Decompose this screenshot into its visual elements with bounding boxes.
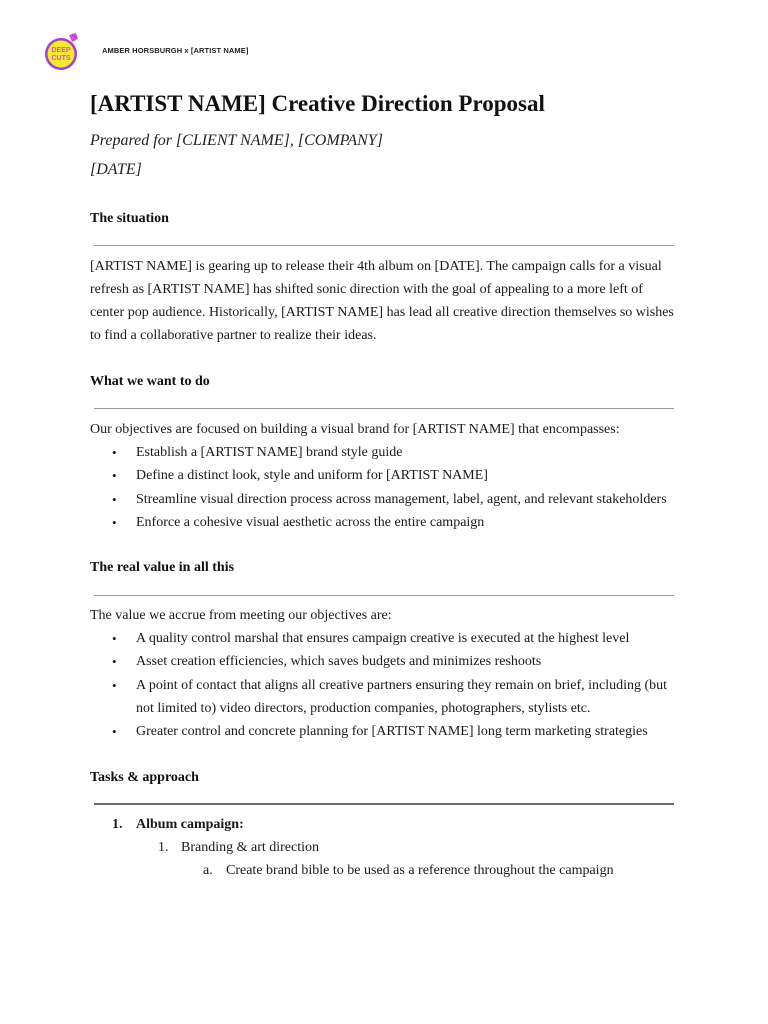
situation-heading: The situation	[90, 211, 169, 226]
list-item: • A point of contact that aligns all creative partners ensuring they remain on brief, including (but not limited to) video directors, production companies, photographers, stylists etc.	[90, 674, 680, 721]
value-heading: The real value in all this	[90, 560, 235, 575]
section-divider	[94, 245, 674, 246]
list-item: • A quality control marshal that ensures campaign creative is executed at the highest level	[90, 627, 680, 650]
tasks-heading: Tasks & approach	[90, 770, 199, 785]
header-byline: AMBER HORSBURGH x [ARTIST NAME]	[102, 46, 249, 55]
objectives-list	[90, 441, 680, 534]
task-level1-number: 1.	[112, 817, 123, 832]
list-item: • Establish a [ARTIST NAME] brand style guide	[90, 441, 680, 464]
list-item: • Streamline visual direction process across management, label, agent, and relevant stakeholders	[90, 488, 680, 511]
section-divider	[94, 408, 674, 409]
objectives-heading: What we want to do	[90, 374, 210, 389]
prepared-for: Prepared for [CLIENT NAME], [COMPANY]	[90, 132, 383, 149]
section-divider	[94, 595, 674, 596]
situation-body: [ARTIST NAME] is gearing up to release their 4th album on [DATE]. The campaign calls for a visual refresh as [ARTIST NAME] has shifted sonic direction with the goal of appealing to a more left of center pop audience. Historically, [ARTIST NAME] has lead all creative direction themselves so wishes to find a collaborative partner to realize their ideas.	[90, 259, 674, 343]
list-item: • Asset creation efficiencies, which saves budgets and minimizes reshoots	[90, 650, 680, 673]
logo-badge-icon	[45, 32, 81, 72]
objectives-intro: Our objectives are focused on building a visual brand for [ARTIST NAME] that encompasses:	[90, 422, 620, 437]
task-level1-item	[112, 815, 244, 835]
proposal-date: [DATE]	[90, 161, 142, 178]
value-list	[90, 627, 680, 743]
task-level2-item	[158, 838, 319, 858]
list-item: • Define a distinct look, style and uniform for [ARTIST NAME]	[90, 464, 680, 487]
list-item: • Greater control and concrete planning for [ARTIST NAME] long term marketing strategies	[90, 720, 680, 743]
deep-cuts-logo	[45, 32, 81, 72]
task-level1-label: Album campaign:	[136, 817, 244, 832]
task-level3-label: Create brand bible to be used as a reference throughout the campaign	[226, 863, 614, 878]
page-title: [ARTIST NAME] Creative Direction Proposal	[90, 91, 545, 116]
value-intro: The value we accrue from meeting our objectives are:	[90, 608, 392, 623]
section-divider	[94, 803, 674, 805]
svg-text:CUTS: CUTS	[51, 55, 71, 62]
task-level2-number: 1.	[158, 840, 169, 855]
task-level3-letter: a.	[203, 863, 213, 878]
list-item: • Enforce a cohesive visual aesthetic across the entire campaign	[90, 511, 680, 534]
task-level2-label: Branding & art direction	[181, 840, 320, 855]
svg-text:DEEP: DEEP	[51, 47, 71, 54]
task-level3-item	[203, 861, 614, 881]
